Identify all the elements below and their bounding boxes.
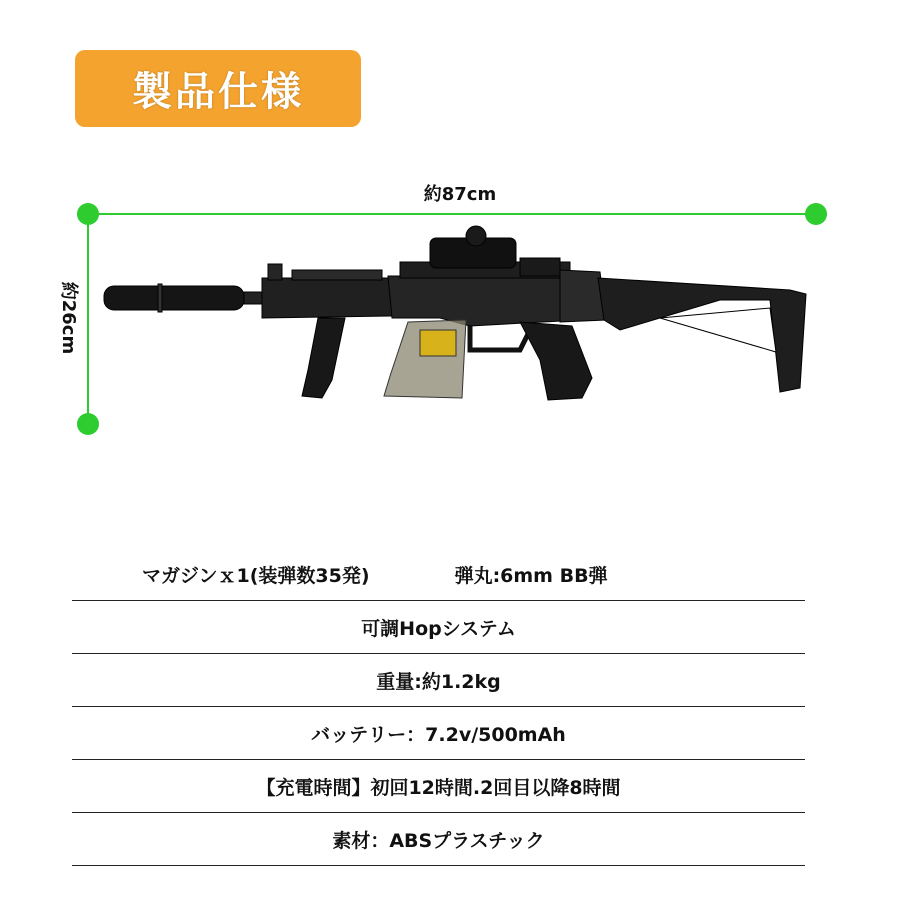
spec-row-magazine	[72, 548, 805, 601]
spec-ammo: 弾丸:6mm BB弾	[454, 564, 608, 587]
spec-weight: 重量:約1.2kg	[376, 670, 501, 693]
spec-material: 素材：ABSプラスチック	[332, 829, 545, 852]
spec-row-weight	[72, 654, 805, 707]
spec-charge: 【充電時間】初回12時間.2回目以降8時間	[256, 776, 621, 799]
section-title: 製品仕様	[132, 69, 304, 115]
spec-row-battery	[72, 707, 805, 760]
spec-row-material	[72, 813, 805, 866]
height-label: 約26cm	[58, 281, 79, 355]
spec-magazine: マガジンｘ1(装弾数35発)	[142, 564, 370, 587]
length-label: 約87cm	[423, 184, 497, 205]
spec-hop: 可調Hopシステム	[361, 617, 516, 640]
spec-battery: バッテリー：7.2v/500mAh	[311, 723, 566, 746]
spec-table	[72, 548, 805, 866]
spec-row-charge	[72, 760, 805, 813]
rifle-icon	[104, 226, 806, 400]
dimension-dot-bottom-left	[77, 413, 99, 435]
spec-row-hop	[72, 601, 805, 654]
dimension-dot-top-left	[77, 203, 99, 225]
dimension-dot-top-right	[805, 203, 827, 225]
